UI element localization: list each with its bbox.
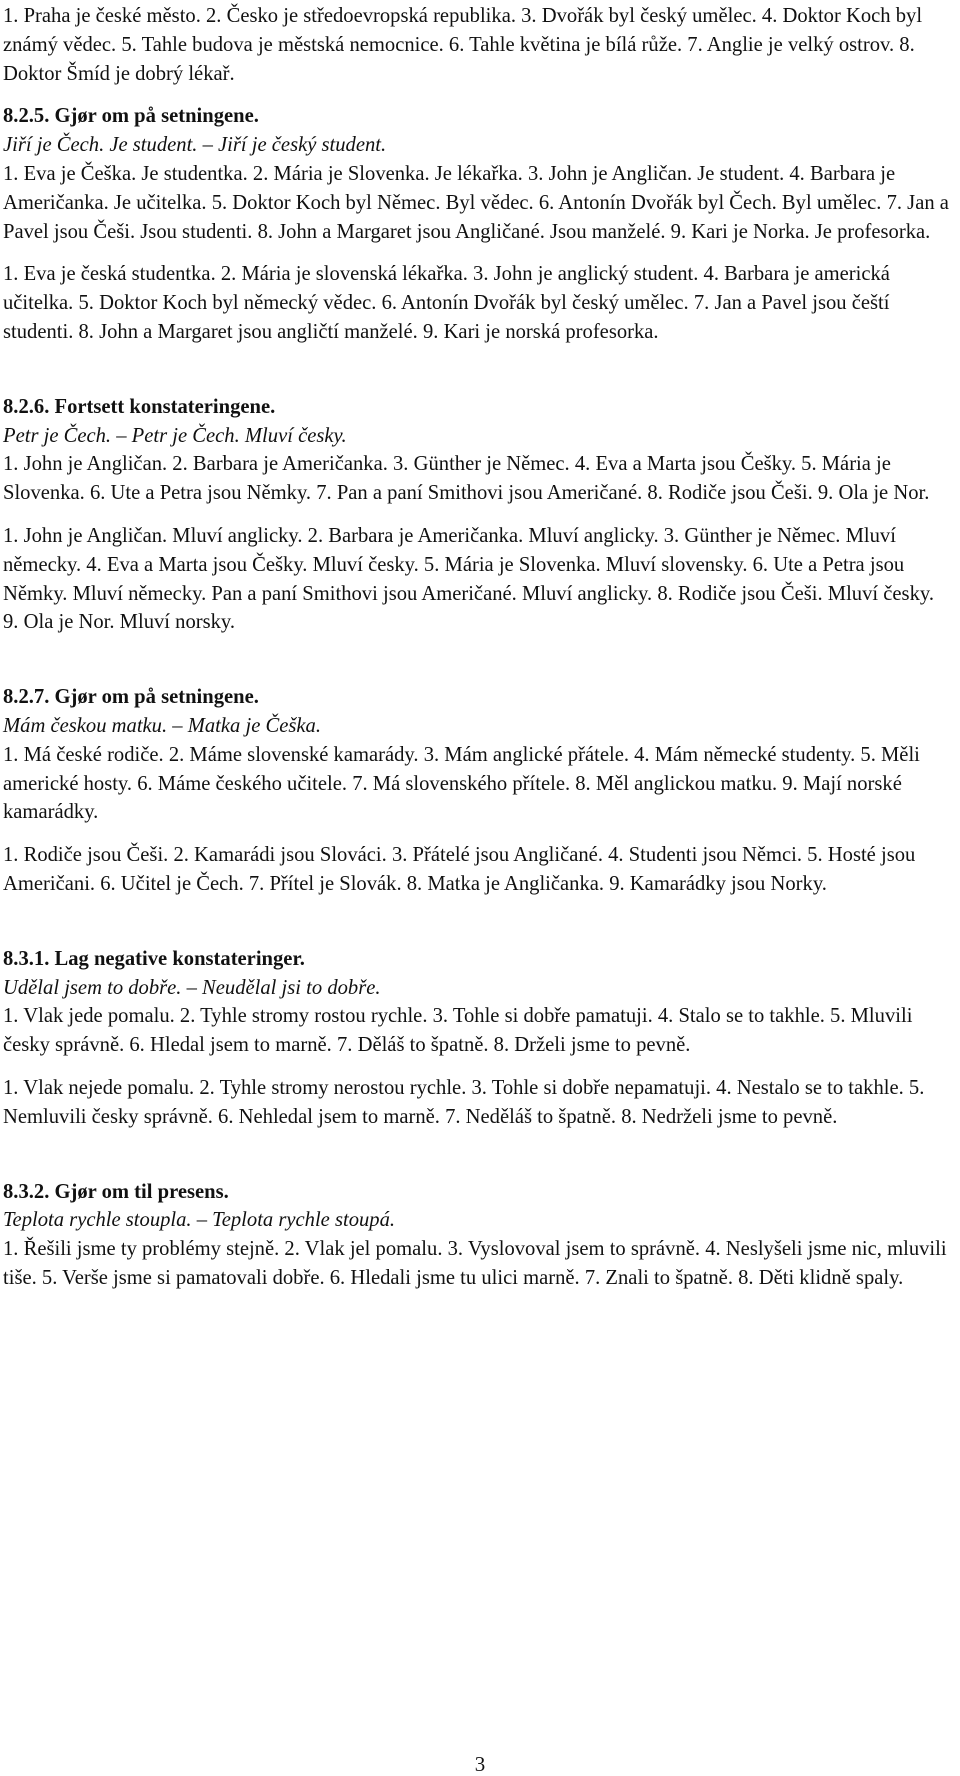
- section-exercise: 1. Eva je Češka. Je studentka. 2. Mária je Slovenka. Je lékařka. 3. John je Angličan. Je student. 4. Barbara je Američanka. Je učitelka. 5. Doktor Koch byl Němec. Byl vědec. 6. Antonín Dvořák byl Čech. Byl umělec. 7. Jan a Pavel jsou Češi. Jsou studenti. 8. John a Margaret jsou Angličané. Jsou manželé. 9. Kari je Norka. Je profesorka.: [3, 162, 949, 243]
- section-example: Udělal jsem to dobře. – Neudělal jsi to dobře.: [3, 976, 381, 999]
- section-answers: 1. Vlak nejede pomalu. 2. Tyhle stromy nerostou rychle. 3. Tohle si dobře nepamatuji. 4. Nestalo se to takhle. 5. Nemluvili česky správně. 6. Nehledal jsem to marně. 7. Neděláš to špatně. 8. Nedrželi jsme to pevně.: [3, 1076, 925, 1128]
- section-heading: 8.3.2. Gjør om til presens.: [3, 1180, 229, 1203]
- section-example: Mám českou matku. – Matka je Češka.: [3, 714, 321, 737]
- page-number: 3: [474, 1752, 486, 1776]
- section-8-2-6: [3, 393, 953, 637]
- section-heading: 8.2.7. Gjør om på setningene.: [3, 686, 259, 709]
- section-8-3-2: [3, 1178, 953, 1293]
- section-exercise: 1. Má české rodiče. 2. Máme slovenské kamarády. 3. Mám anglické přátele. 4. Mám německé studenty. 5. Měli americké hosty. 6. Máme českého učitele. 7. Má slovenského přítele. 8. Měl anglickou matku. 9. Mají norské kamarádky.: [3, 743, 920, 824]
- section-heading: 8.2.6. Fortsett konstateringene.: [3, 395, 276, 418]
- section-answers: 1. Eva je česká studentka. 2. Mária je slovenská lékařka. 3. John je anglický student. 4. Barbara je americká učitelka. 5. Doktor Koch byl německý vědec. 6. Antonín Dvořák byl český umělec. 7. Jan a Pavel jsou čeští studenti. 8. John a Margaret jsou angličtí manželé. 9. Kari je norská profesorka.: [3, 263, 890, 343]
- section-example: Petr je Čech. – Petr je Čech. Mluví česky.: [3, 424, 347, 447]
- section-8-2-7: [3, 683, 953, 899]
- section-example: Teplota rychle stoupla. – Teplota rychle stoupá.: [3, 1209, 396, 1232]
- section-answers: 1. John je Angličan. Mluví anglicky. 2. Barbara je Američanka. Mluví anglicky. 3. Günther je Němec. Mluví německy. 4. Eva a Marta jsou Češky. Mluví česky. 5. Mária je Slovenka. Mluví slovensky. 6. Ute a Petra jsou Němky. Mluví německy. Pan a paní Smithovi jsou Američané. Mluví anglicky. 8. Rodiče jsou Češi. Mluví česky. 9. Ola je Nor. Mluví norsky.: [3, 524, 934, 634]
- document-page: [3, 2, 953, 1293]
- section-8-2-5: [3, 102, 953, 346]
- section-8-3-1: [3, 945, 953, 1132]
- section-heading: 8.3.1. Lag negative konstateringer.: [3, 947, 305, 970]
- intro-answers: 1. Praha je české město. 2. Česko je středoevropská republika. 3. Dvořák byl český umělec. 4. Doktor Koch byl známý vědec. 5. Tahle budova je městská nemocnice. 6. Tahle květina je bílá růže. 7. Anglie je velký ostrov. 8. Doktor Šmíd je dobrý lékař.: [3, 5, 923, 85]
- section-answers: 1. Rodiče jsou Češi. 2. Kamarádi jsou Slováci. 3. Přátelé jsou Angličané. 4. Studenti jsou Němci. 5. Hosté jsou Američani. 6. Učitel je Čech. 7. Přítel je Slovák. 8. Matka je Angličanka. 9. Kamarádky jsou Norky.: [3, 844, 916, 895]
- section-heading: 8.2.5. Gjør om på setningene.: [3, 105, 259, 128]
- section-exercise: 1. John je Angličan. 2. Barbara je Američanka. 3. Günther je Němec. 4. Eva a Marta jsou Češky. 5. Mária je Slovenka. 6. Ute a Petra jsou Němky. 7. Pan a paní Smithovi jsou Američané. 8. Rodiče jsou Češi. 9. Ola je Nor.: [3, 453, 930, 505]
- section-exercise: 1. Vlak jede pomalu. 2. Tyhle stromy rostou rychle. 3. Tohle si dobře pamatuji. 4. Stalo se to takhle. 5. Mluvili česky správně. 6. Hledal jsem to marně. 7. Děláš to špatně. 8. Drželi jsme to pevně.: [3, 1005, 913, 1057]
- section-exercise: 1. Řešili jsme ty problémy stejně. 2. Vlak jel pomalu. 3. Vyslovoval jsem to správně. 4. Neslyšeli jsme nic, mluvili tiše. 5. Verše jsme si pamatovali dobře. 6. Hledali jsme tu ulici marně. 7. Znali to špatně. 8. Děti klidně spaly.: [3, 1238, 947, 1289]
- section-example: Jiří je Čech. Je student. – Jiří je český student.: [3, 134, 387, 157]
